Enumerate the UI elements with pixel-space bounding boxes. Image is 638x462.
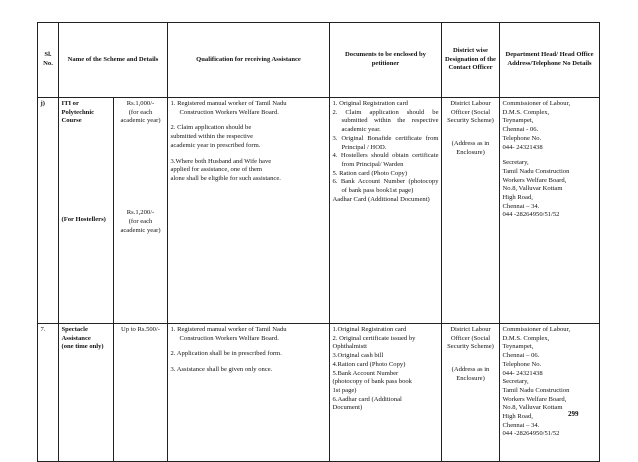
documents-cell — [330, 324, 442, 462]
district-note: (Address as in — [451, 366, 490, 374]
scheme-line: Course — [61, 117, 82, 125]
department-line: High Road, — [502, 413, 533, 421]
department-line: 044 -28264950/51/52 — [502, 430, 560, 438]
department-line: Chennai - 06. — [502, 126, 539, 134]
qualification-line: Construction Workers Welfare Board. — [179, 334, 279, 342]
qualification-line: 1. Registered manual worker of Tamil Nadu — [170, 100, 287, 107]
department-line: Tamil Nadu Construction — [502, 167, 570, 175]
document-item: 4.Ration card (Photo Copy) — [332, 360, 406, 368]
department-line: Secretary, — [502, 159, 529, 167]
document-item: 6. Bank Account Number (photocopy of bank pass book1st page) — [332, 178, 439, 195]
qualification-line: 3.Where both Husband and Wife have — [170, 157, 272, 165]
row-serial: j) — [38, 98, 59, 324]
qualification-line: applied for assistance, one of them — [170, 166, 263, 174]
district-note: Enclosure) — [456, 374, 485, 382]
document-item: Document) — [332, 404, 363, 412]
department-line: 044 -28264950/51/52 — [502, 211, 560, 219]
row-serial: 7. — [38, 324, 59, 462]
header-qualification: Qualification for receiving Assistance — [168, 23, 330, 98]
scheme-subtitle: (For Hostellers) — [61, 216, 106, 224]
scheme-line: (one time only) — [61, 343, 104, 351]
district-note: (Address as in — [451, 140, 490, 148]
department-line: Commissioner of Labour, — [502, 100, 571, 107]
scheme-name-cell — [59, 324, 114, 462]
document-item: 2. Original certificate issued by — [332, 334, 416, 342]
department-line: Teynampet, — [502, 117, 534, 125]
document-item: 1. Original Registration card — [332, 100, 408, 107]
amount-line: (for each — [128, 217, 153, 225]
department-line: No.8, Valluvar Kottam — [502, 404, 563, 412]
department-line: Chennai – 06. — [502, 352, 540, 360]
header-scheme: Name of the Scheme and Details — [59, 23, 168, 98]
document-item: Ophthalmistt — [332, 343, 367, 351]
district-officer-cell — [442, 324, 500, 462]
department-line: Workers Welfare Board, — [502, 395, 567, 403]
document-item: 6.Aadhar card (Additional — [332, 395, 402, 403]
department-line: High Road, — [502, 194, 533, 202]
document-item: 2. Claim application should be submitted within the respective academic year. — [332, 108, 439, 134]
district-line: District Labour — [450, 100, 491, 107]
amount-line: academic year) — [120, 117, 161, 125]
amount-line: (for each — [128, 108, 153, 116]
district-line: Officer (Social — [450, 334, 491, 342]
qualification-cell — [168, 98, 330, 324]
scheme-line: Polytechnic — [61, 108, 95, 116]
scheme-table — [37, 22, 600, 462]
department-line: Teynampet, — [502, 343, 534, 351]
documents-cell — [330, 98, 442, 324]
department-line: Secretary, — [502, 378, 529, 386]
department-line: 044- 24321438 — [502, 369, 543, 377]
document-item: 4. Hostellers should obtain certificate from Principal/ Warden — [332, 152, 439, 168]
amount-cell — [114, 98, 168, 324]
department-line: Workers Welfare Board, — [502, 176, 567, 184]
header-documents: Documents to be enclosed by petitioner — [330, 23, 442, 98]
department-cell — [500, 98, 600, 324]
qualification-cell — [168, 324, 330, 462]
table-row-spectacle — [38, 324, 600, 462]
document-item: 5.Bank Account Number — [332, 369, 399, 377]
department-line: Chennai – 34. — [502, 421, 540, 429]
qualification-line: 1. Registered manual worker of Tamil Nadu — [170, 326, 287, 333]
document-item: 1.Original Registration card — [332, 326, 407, 333]
scheme-line: ITI or — [61, 100, 79, 107]
qualification-line: alone shall be eligible for such assistance. — [170, 174, 281, 182]
department-cell — [500, 324, 600, 462]
department-line: 044- 24321438 — [502, 143, 543, 151]
department-line: Commissioner of Labour, — [502, 326, 571, 333]
scheme-line: Spectacle Assistance — [61, 326, 91, 342]
header-sl-no: Sl. No. — [38, 23, 59, 98]
qualification-line: Construction Workers Welfare Board. — [179, 108, 279, 116]
district-line: Security Scheme) — [447, 343, 494, 351]
district-line: Officer (Social — [450, 108, 491, 116]
scheme-name-cell — [59, 98, 114, 324]
department-line: Telephone No. — [502, 360, 542, 368]
document-item: 1st page) — [332, 386, 357, 394]
department-line: Chennai – 34. — [502, 202, 540, 210]
table-header-row — [38, 23, 600, 98]
department-line: D.M.S. Complex, — [502, 108, 550, 116]
amount-line: academic year) — [120, 226, 161, 234]
amount-line: Rs.1,200/- — [126, 209, 155, 217]
document-item: 3. Original Bonafide certificate from Principal / HOD. — [332, 134, 439, 151]
department-line: Telephone No. — [502, 134, 542, 142]
header-district-officer: District wise Designation of the Contact Officer — [442, 23, 500, 98]
qualification-line: 2. Application shall be in prescribed form. — [170, 350, 282, 358]
district-officer-cell — [442, 98, 500, 324]
qualification-line: 3. Assistance shall be given only once. — [170, 366, 273, 374]
amount-cell: Up to Rs.500/- — [114, 324, 168, 462]
document-item: Aadhar Card (Additional Document) — [332, 195, 430, 203]
district-note: Enclosure) — [456, 148, 485, 156]
qualification-line: submitted within the respective — [170, 133, 254, 141]
page-number: 299 — [568, 410, 579, 418]
header-department: Department Head/ Head Office Address/Telephone No Details — [500, 23, 600, 98]
district-line: Security Scheme) — [447, 117, 494, 125]
amount-line: Rs.1,000/- — [126, 100, 155, 107]
document-item: (photocopy of bank pass book — [332, 378, 412, 386]
department-line: Tamil Nadu Construction — [502, 386, 570, 394]
district-line: District Labour — [450, 326, 491, 333]
department-line: D.M.S. Complex, — [502, 334, 550, 342]
document-item: 3.Original cash bill — [332, 352, 384, 360]
document-item: 5. Ration card (Photo Copy) — [332, 169, 408, 177]
qualification-line: 2. Claim application should be — [170, 124, 252, 132]
table-row-iti — [38, 98, 600, 324]
qualification-line: academic year in prescribed form. — [170, 141, 261, 149]
department-line: No.8, Valluvar Kottam — [502, 185, 563, 193]
